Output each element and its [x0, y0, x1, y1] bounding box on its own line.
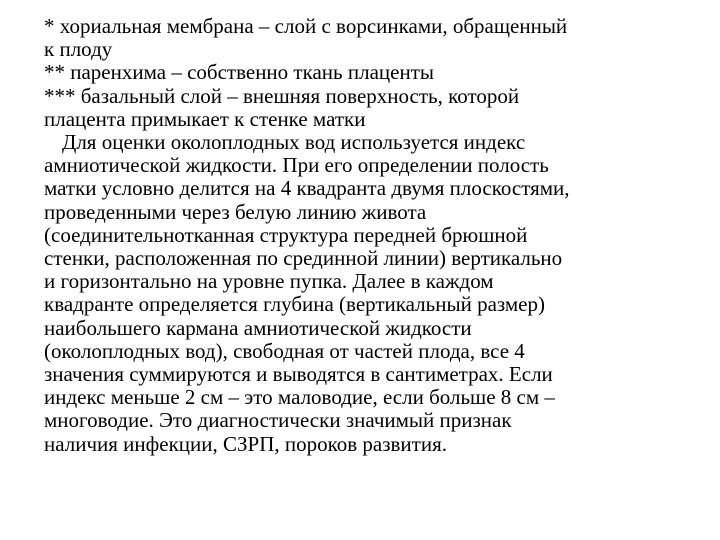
- text-line: значения суммируются и выводятся в сантиметрах. Если: [44, 362, 553, 387]
- text-line: многоводие. Это диагностически значимый признак: [44, 408, 512, 433]
- text-line: Для оценки околоплодных вод используется индекс: [62, 130, 526, 155]
- text-line: * хориальная мембрана – слой с ворсинками, обращенный: [44, 14, 568, 38]
- footnote-parenchyma: [44, 61, 684, 84]
- paragraph-amniotic-fluid-index: [44, 131, 684, 456]
- slide-text: [44, 15, 684, 456]
- text-line: матки условно делится на 4 квадранта двумя плоскостями,: [44, 176, 570, 201]
- text-line: наличия инфекции, СЗРП, пороков развития.: [44, 431, 447, 456]
- text-line: стенки, расположенная по срединной линии) вертикально: [44, 246, 563, 271]
- text-line: плацента примыкает к стенке матки: [44, 106, 366, 131]
- text-line: к плоду: [44, 37, 113, 62]
- text-line: наибольшего кармана амниотической жидкости: [44, 315, 472, 340]
- text-line: амниотической жидкости. При его определении полость: [44, 153, 549, 178]
- footnote-basal-layer: [44, 85, 684, 131]
- text-line: проведенными через белую линию живота: [44, 199, 427, 224]
- text-line: ** паренхима – собственно ткань плаценты: [44, 60, 434, 85]
- text-line: *** базальный слой – внешняя поверхность, которой: [44, 83, 520, 108]
- text-line: квадранте определяется глубина (вертикальный размер): [44, 292, 545, 317]
- footnote-chorionic-membrane: [44, 15, 684, 61]
- text-line: индекс меньше 2 см – это маловодие, если больше 8 см –: [44, 385, 555, 410]
- text-line: и горизонтально на уровне пупка. Далее в каждом: [44, 269, 494, 294]
- text-line: (околоплодных вод), свободная от частей плода, все 4: [44, 338, 525, 363]
- text-line: (соединительнотканная структура передней брюшной: [44, 222, 528, 247]
